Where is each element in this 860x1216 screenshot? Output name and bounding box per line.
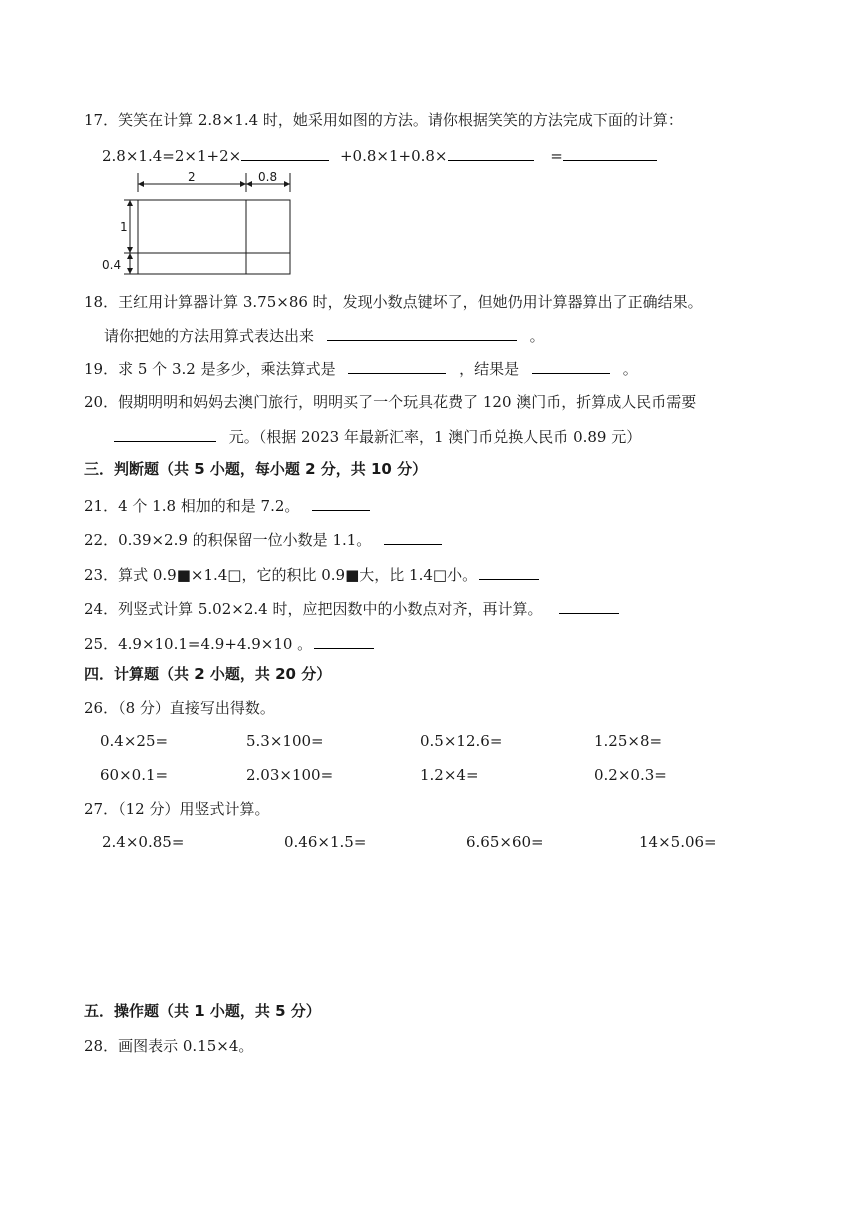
q24-blank[interactable] <box>559 597 619 614</box>
q25-body: 25．4.9×10.1=4.9+4.9×10 。 <box>84 635 313 653</box>
q17-formula-a: 2.8×1.4=2×1+2× <box>102 147 242 165</box>
q25-blank[interactable] <box>314 632 374 649</box>
q19-body-a: 求 5 个 3.2 是多少，乘法算式是 <box>118 360 336 378</box>
q19-end: 。 <box>622 360 638 378</box>
q20-blank[interactable] <box>114 425 216 442</box>
q26-r2-c2: 2.03×100= <box>246 766 334 784</box>
figure-label-0-8: 0.8 <box>258 170 278 184</box>
section-3-title: 三．判断题（共 5 小题，每小题 2 分，共 10 分） <box>84 460 428 478</box>
q20-text-2 <box>114 425 641 447</box>
q18-body-2: 请你把她的方法用算式表达出来 <box>104 327 315 345</box>
q23-text <box>84 563 539 585</box>
q17-blank-3[interactable] <box>563 144 657 161</box>
q19-blank-2[interactable] <box>532 357 610 374</box>
q25-text <box>84 632 374 654</box>
q24-body: 24．列竖式计算 5.02×2.4 时，应把因数中的小数点对齐，再计算。 <box>84 600 543 618</box>
q20-text <box>84 392 696 412</box>
q26-text: 26．（8 分）直接写出得数。 <box>84 699 275 717</box>
q18-text <box>84 292 703 312</box>
q17-area-figure <box>100 170 300 278</box>
q28-text: 28．画图表示 0.15×4。 <box>84 1037 254 1055</box>
q20-number: 20． <box>84 393 119 411</box>
figure-label-1: 1 <box>120 220 128 234</box>
q26-r2-c4: 0.2×0.3= <box>594 766 667 784</box>
q22-text <box>84 528 442 550</box>
q17-number: 17． <box>84 111 119 129</box>
q19-number: 19． <box>84 360 119 378</box>
q18-blank[interactable] <box>327 324 517 341</box>
q17-blank-1[interactable] <box>241 144 329 161</box>
q19-text <box>84 357 638 379</box>
q27-c4: 14×5.06= <box>639 833 717 851</box>
q17-blank-2[interactable] <box>448 144 534 161</box>
q17-formula-c: = <box>550 147 563 165</box>
q17-text <box>84 110 683 130</box>
q27-c2: 0.46×1.5= <box>284 833 367 851</box>
q27-c3: 6.65×60= <box>466 833 544 851</box>
q19-blank-1[interactable] <box>348 357 446 374</box>
q26-r2-c1: 60×0.1= <box>100 766 169 784</box>
q24-text <box>84 597 619 619</box>
q21-blank[interactable] <box>312 494 370 511</box>
q21-body: 21．4 个 1.8 相加的和是 7.2。 <box>84 497 300 515</box>
q23-blank[interactable] <box>479 563 539 580</box>
q26-r1-c1: 0.4×25= <box>100 732 169 750</box>
q18-body: 王红用计算器计算 3.75×86 时，发现小数点键坏了，但她仍用计算器算出了正确结果。 <box>118 293 703 311</box>
q17-formula <box>102 144 657 166</box>
section-4-title: 四．计算题（共 2 小题，共 20 分） <box>84 665 332 683</box>
q23-body: 23．算式 0.9■×1.4□，它的积比 0.9■大，比 1.4□小。 <box>84 566 478 584</box>
section-5-title: 五．操作题（共 1 小题，共 5 分） <box>84 1002 321 1020</box>
q26-r1-c2: 5.3×100= <box>246 732 324 750</box>
q26-r1-c4: 1.25×8= <box>594 732 663 750</box>
q22-body: 22．0.39×2.9 的积保留一位小数是 1.1。 <box>84 531 372 549</box>
q20-body-2: 元。（根据 2023 年最新汇率，1 澳门币兑换人民币 0.89 元） <box>228 428 642 446</box>
q20-body: 假期明明和妈妈去澳门旅行，明明买了一个玩具花费了 120 澳门币，折算成人民币需要 <box>118 393 697 411</box>
q26-r2-c3: 1.2×4= <box>420 766 479 784</box>
q22-blank[interactable] <box>384 528 442 545</box>
q26-r1-c3: 0.5×12.6= <box>420 732 503 750</box>
q27-c1: 2.4×0.85= <box>102 833 185 851</box>
q19-body-b: ，结果是 <box>459 360 520 378</box>
figure-label-2: 2 <box>188 170 196 184</box>
figure-label-0-4: 0.4 <box>102 258 122 272</box>
q18-text-2 <box>104 324 545 346</box>
q27-text: 27．（12 分）用竖式计算。 <box>84 800 270 818</box>
q18-number: 18． <box>84 293 119 311</box>
q18-end: 。 <box>529 327 545 345</box>
q17-body: 笑笑在计算 2.8×1.4 时，她采用如图的方法。请你根据笑笑的方法完成下面的计算： <box>118 111 683 129</box>
q21-text <box>84 494 370 516</box>
q17-formula-b: +0.8×1+0.8× <box>339 147 448 165</box>
